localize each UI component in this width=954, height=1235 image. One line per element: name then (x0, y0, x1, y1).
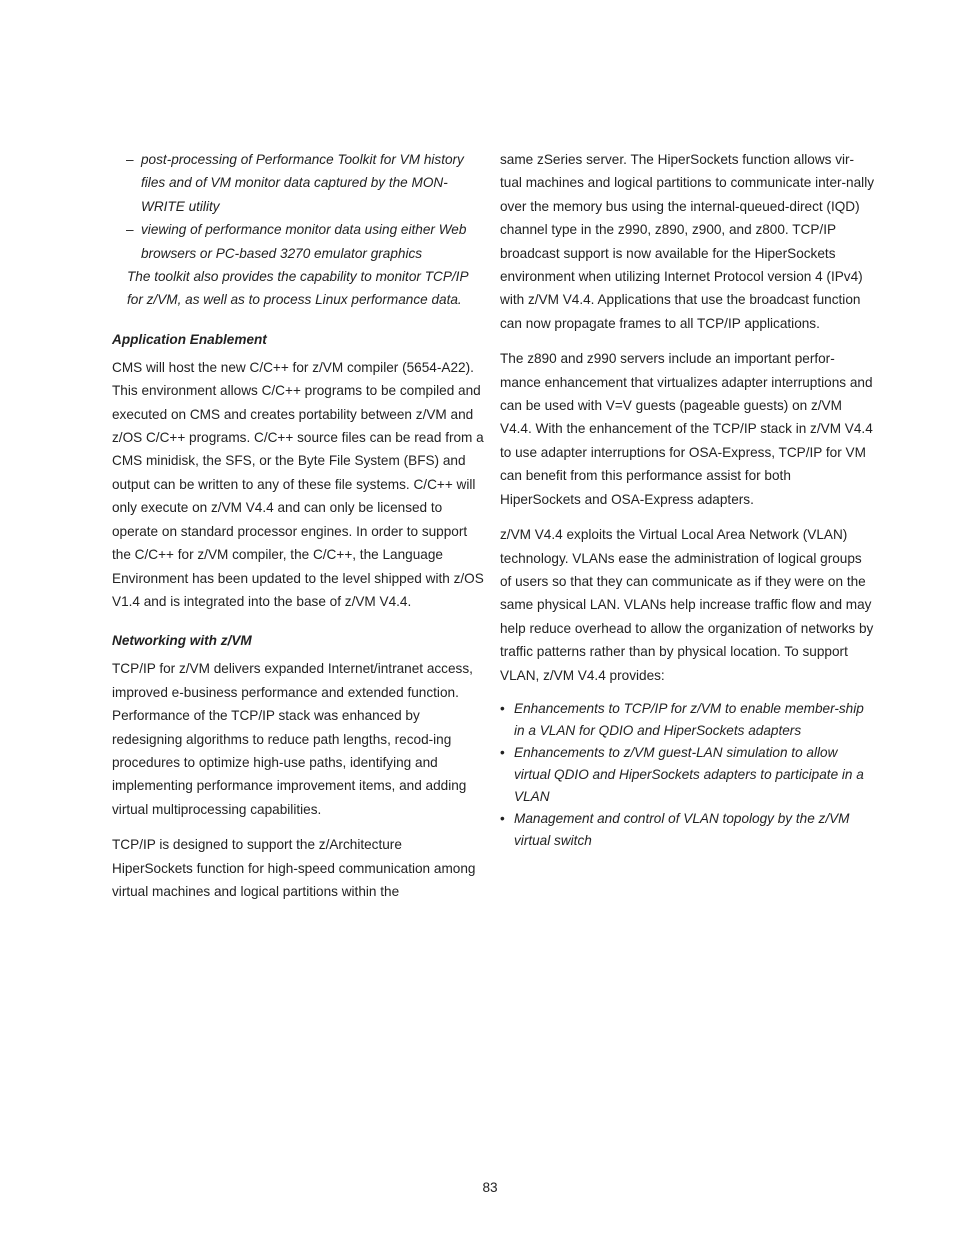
paragraph-application-enablement: CMS will host the new C/C++ for z/VM compiler (5654-A22). This environment allows C/C++ programs to be compiled and executed on CMS and creates portability between z/VM and z/OS C/C++ programs. C/C++ source files can be read from a CMS minidisk, the SFS, or the Byte File System (BFS) and output can be written to any of these file systems. C/C++ will only execute on z/VM V4.4 and can only be licensed to operate on standard processor engines. In order to support the C/C++ for z/VM compiler, the C/C++, the Language Environment has been updated to the level shipped with z/OS V1.4 and is integrated into the base of z/VM V4.4. (112, 359, 484, 609)
page-number: 83 (482, 1180, 498, 1195)
paragraph-z890-z990: The z890 and z990 servers include an important perfor-mance enhancement that virtualizes adapter interruptions and can be used with V=V guests (pageable guests) on z/VM V4.4. With the enhancement of the TCP/IP stack in z/VM V4.4 to use adapter interruptions for OSA-Express, TCP/IP for VM can benefit from this performance assist for both HiperSockets and OSA-Express adapters. (500, 351, 873, 507)
bullet-marker: • (500, 700, 505, 716)
list-item (500, 698, 874, 742)
bullet-marker: • (500, 744, 505, 760)
dash-marker: – (126, 152, 134, 167)
list-item (112, 218, 484, 265)
list-item (500, 808, 874, 852)
paragraph-hipersockets: same zSeries server. The HiperSockets function allows vir-tual machines and logical partitions to communicate inter-nally over the memory bus using the internal-queued-direct (IQD) channel type in the z990, z890, z900, and z800. TCP/IP broadcast support is now available for the HiperSockets environment when utilizing Internet Protocol version 4 (IPv4) with z/VM V4.4. Applications that use the broadcast function can now propagate frames to all TCP/IP applications. (500, 152, 875, 331)
vlan-feature-list (500, 698, 874, 852)
paragraph-networking-2: TCP/IP is designed to support the z/Architecture HiperSockets function for high-speed communication among virtual machines and logical partitions within the (112, 837, 476, 899)
list-item-text: viewing of performance monitor data using either Web browsers or PC-based 3270 emulator graphics (141, 222, 467, 261)
list-item-text: Enhancements to z/VM guest-LAN simulation to allow virtual QDIO and HiperSockets adapters to participate in a VLAN (514, 744, 864, 804)
right-column (500, 148, 874, 852)
list-item (500, 742, 874, 808)
paragraph-vlan: z/VM V4.4 exploits the Virtual Local Area Network (VLAN) technology. VLANs ease the administration of logical groups of users so that they can communicate as if they were on the same physical LAN. VLANs help increase traffic flow and may help reduce overhead to allow the organization of networks by traffic patterns rather than by physical location. To support VLAN, z/VM V4.4 provides: (500, 527, 874, 683)
bullet-marker: • (500, 810, 505, 826)
left-column (112, 148, 484, 903)
heading-application-enablement: Application Enablement (112, 331, 267, 347)
toolkit-feature-list (112, 148, 484, 265)
paragraph-networking-1: TCP/IP for z/VM delivers expanded Internet/intranet access, improved e-business performance and extended function. Performance of the TCP/IP stack was enhanced by redesigning algorithms to reduce path lengths, recod-ing procedures to optimize high-use paths, identifying and implementing performance improvement items, and adding virtual multiprocessing capabilities. (112, 661, 473, 817)
list-item (112, 148, 484, 218)
toolkit-note: The toolkit also provides the capability to monitor TCP/IP for z/VM, as well as to process Linux performance data. (127, 269, 469, 308)
list-item-text: Enhancements to TCP/IP for z/VM to enable member-ship in a VLAN for QDIO and HiperSockets adapters (514, 700, 864, 738)
dash-marker: – (126, 222, 134, 238)
heading-networking: Networking with z/VM (112, 633, 252, 649)
list-item-text: Management and control of VLAN topology by the z/VM virtual switch (514, 810, 850, 848)
list-item-text: post-processing of Performance Toolkit for VM history files and of VM monitor data captured by the MON-WRITE utility (141, 152, 464, 214)
